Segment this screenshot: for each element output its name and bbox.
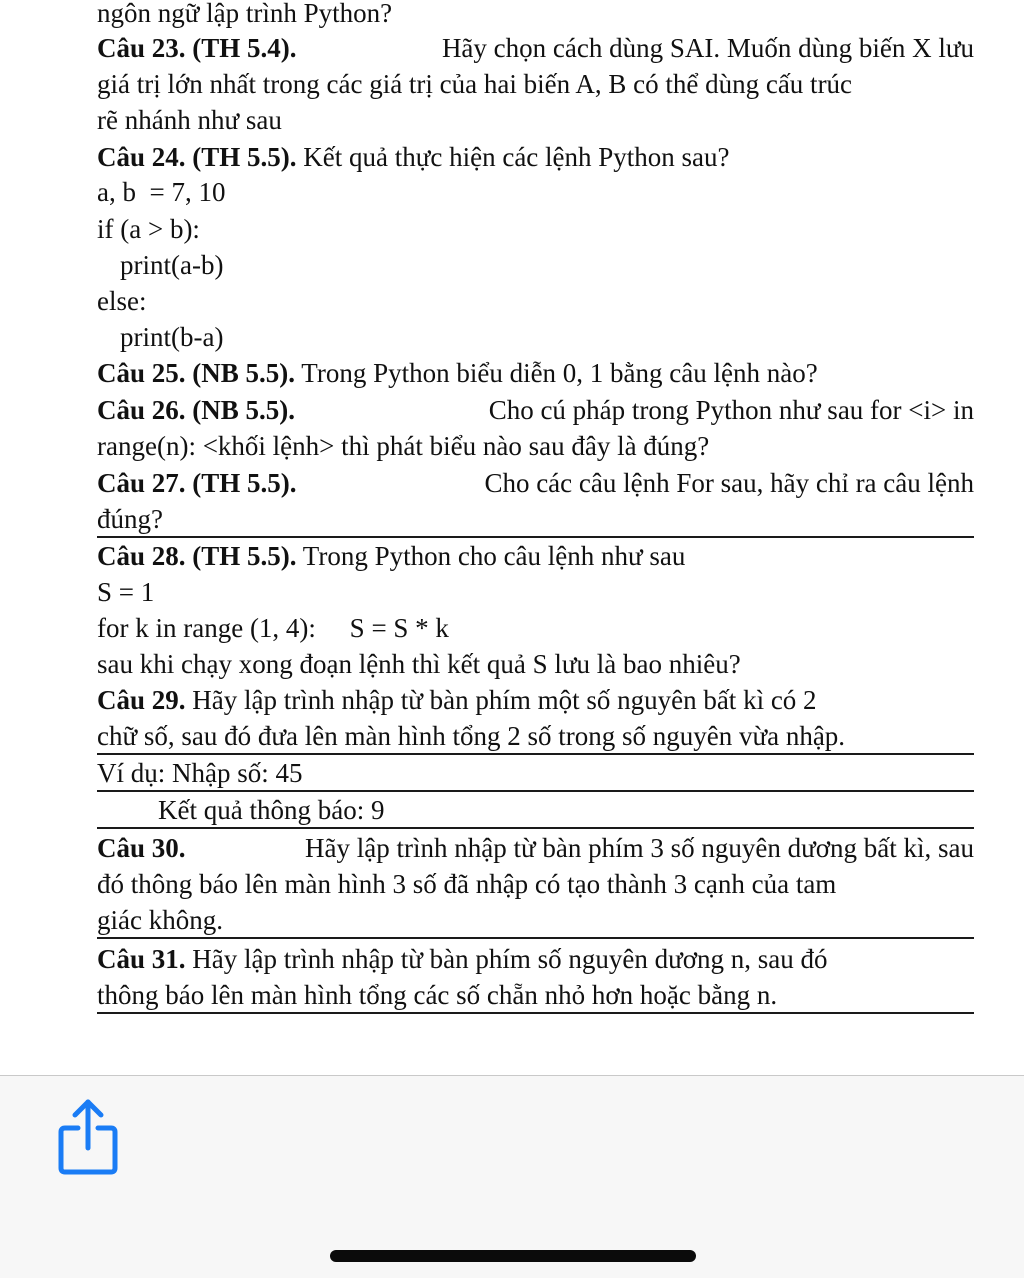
underline-rule [97,827,974,829]
question-31-heading: Câu 31. Hãy lập trình nhập từ bàn phím số nguyên dương n, sau đó [97,944,828,974]
question-27-heading: Câu 27. (TH 5.5). Cho các câu lệnh For sau, hãy chỉ ra câu lệnh [97,468,974,498]
code-line: if (a > b): [97,214,200,244]
underline-rule [97,1012,974,1014]
question-23-heading: Câu 23. (TH 5.4). Hãy chọn cách dùng SAI. Muốn dùng biến X lưu [97,33,974,63]
doc-line: giá trị lớn nhất trong các giá trị của hai biến A, B có thể dùng cấu trúc [97,69,853,99]
question-30-heading: Câu 30. Hãy lập trình nhập từ bàn phím 3 số nguyên dương bất kì, sau [97,833,974,863]
doc-line: giác không. [97,905,223,935]
code-line: print(a-b) [120,250,224,280]
underline-rule [97,536,974,538]
doc-line: sau khi chạy xong đoạn lệnh thì kết quả S lưu là bao nhiêu? [97,649,741,679]
question-25-heading: Câu 25. (NB 5.5). Trong Python biểu diễn 0, 1 bằng câu lệnh nào? [97,358,818,388]
code-line: print(b-a) [120,322,224,352]
doc-line: range(n): <khối lệnh> thì phát biểu nào sau đây là đúng? [97,431,710,461]
bottom-toolbar [0,1075,1024,1278]
code-line: else: [97,286,147,316]
question-28-heading: Câu 28. (TH 5.5). Trong Python cho câu lệnh như sau [97,541,686,571]
code-line: for k in range (1, 4): S = S * k [97,613,449,643]
underline-rule [97,790,974,792]
question-26-heading: Câu 26. (NB 5.5). Cho cú pháp trong Python như sau for <i> in [97,395,974,425]
underline-rule [97,937,974,939]
doc-line: Ví dụ: Nhập số: 45 [97,758,303,788]
share-icon [55,1098,121,1178]
code-line: S = 1 [97,577,155,607]
doc-line: chữ số, sau đó đưa lên màn hình tổng 2 số trong số nguyên vừa nhập. [97,721,846,751]
doc-line: Kết quả thông báo: 9 [158,795,385,825]
doc-line: ngôn ngữ lập trình Python? [97,0,393,28]
share-button[interactable] [55,1098,121,1178]
home-indicator[interactable] [330,1250,696,1262]
question-24-heading: Câu 24. (TH 5.5). Kết quả thực hiện các lệnh Python sau? [97,142,730,172]
doc-line: thông báo lên màn hình tổng các số chẵn nhỏ hơn hoặc bằng n. [97,980,778,1010]
doc-line: đó thông báo lên màn hình 3 số đã nhập có tạo thành 3 cạnh của tam [97,869,837,899]
code-line: a, b = 7, 10 [97,177,226,207]
underline-rule [97,753,974,755]
doc-line: rẽ nhánh như sau [97,105,282,135]
question-29-heading: Câu 29. Hãy lập trình nhập từ bàn phím một số nguyên bất kì có 2 [97,685,817,715]
doc-line: đúng? [97,504,163,534]
